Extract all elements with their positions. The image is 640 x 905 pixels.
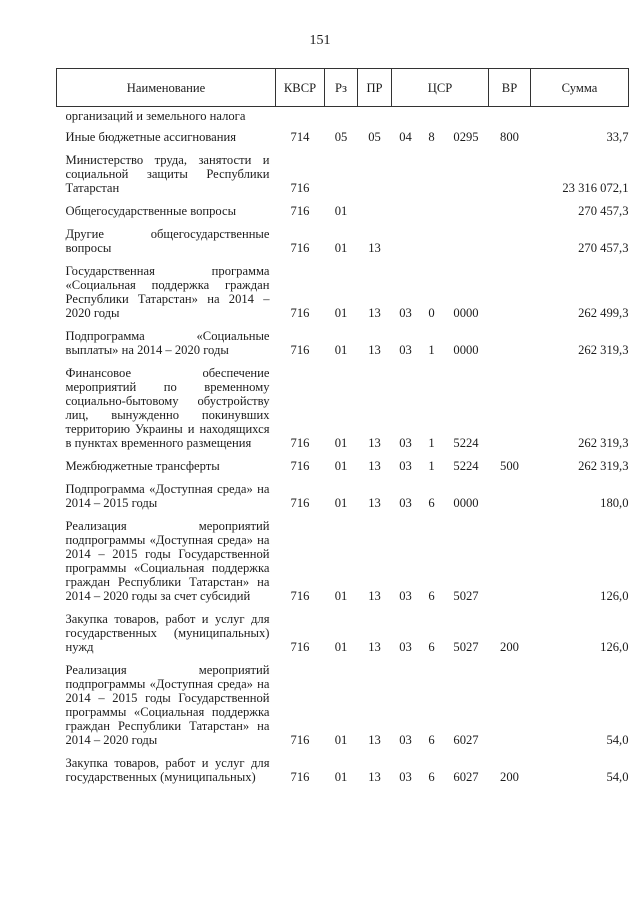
cell-sum: 262 499,3 [578, 306, 629, 320]
cell-kvsr: 716 [290, 306, 310, 320]
cell-csr-code: 0000 [453, 306, 479, 320]
cell-name: Иные бюджетные ассигнования [65, 130, 237, 144]
cell-name: Государственная программа «Социальная поддержка граждан Республики Татарстан» на 2014 – 2020 годы [65, 264, 270, 320]
header-name: Наименование [57, 69, 276, 107]
cell-sum: 126,0 [600, 640, 629, 654]
table-row [57, 515, 629, 608]
cell-rz: 01 [334, 459, 348, 473]
cell-csr-subprogram: 1 [428, 459, 435, 473]
cell-vr: 500 [500, 459, 519, 473]
table-row [57, 362, 629, 455]
cell-name: Закупка товаров, работ и услуг для государственных (муниципальных) [65, 756, 270, 784]
cell-csr-subprogram: 8 [428, 130, 435, 144]
table-row [57, 659, 629, 752]
cell-rz: 01 [334, 306, 348, 320]
cell-rz: 01 [334, 770, 348, 784]
cell-pr: 13 [368, 306, 381, 320]
cell-csr-subprogram [420, 200, 444, 223]
cell-vr: 800 [500, 130, 519, 144]
cell-csr-program [392, 149, 420, 200]
cell-rz: 05 [334, 130, 348, 144]
budget-table [56, 68, 629, 789]
cell-csr-code [444, 200, 489, 223]
cell-csr-subprogram [420, 149, 444, 200]
cell-kvsr: 714 [290, 130, 310, 144]
page-number: 151 [309, 33, 331, 48]
header-pr: ПР [358, 69, 392, 107]
cell-name: Реализация мероприятий подпрограммы «Доступная среда» на 2014 – 2015 годы Государственной программы «Социальная поддержка граждан Республики Татарстан» на 2014 – 2020 годы [65, 663, 270, 747]
cell-rz: 01 [334, 436, 348, 450]
cell-vr [489, 515, 531, 608]
cell-kvsr: 716 [290, 343, 310, 357]
cell-vr [489, 107, 531, 127]
cell-sum: 262 319,3 [578, 436, 629, 450]
cell-pr: 13 [368, 770, 381, 784]
cell-rz: 01 [334, 640, 348, 654]
table-row [57, 107, 629, 127]
header-kvsr: КВСР [276, 69, 325, 107]
cell-vr: 200 [500, 640, 519, 654]
cell-rz: 01 [334, 733, 348, 747]
cell-name: Подпрограмма «Доступная среда» на 2014 – 2015 годы [65, 482, 270, 510]
cell-sum: 33,7 [606, 130, 629, 144]
cell-csr-program [392, 107, 420, 127]
table-row [57, 126, 629, 149]
cell-csr-code: 0000 [453, 343, 479, 357]
cell-vr [489, 325, 531, 362]
cell-kvsr: 716 [290, 204, 310, 218]
cell-csr-code: 0295 [453, 130, 479, 144]
cell-vr [489, 149, 531, 200]
cell-vr [489, 362, 531, 455]
cell-kvsr: 716 [290, 640, 310, 654]
cell-pr: 13 [368, 436, 381, 450]
cell-name: Реализация мероприятий подпрограммы «Доступная среда» на 2014 – 2015 годы Государственной программы «Социальная поддержка граждан Республики Татарстан» на 2014 – 2020 годы за счет субсидий [65, 519, 270, 603]
cell-csr-code: 6027 [453, 770, 479, 784]
cell-csr-subprogram: 0 [428, 306, 435, 320]
cell-pr: 13 [368, 589, 381, 603]
cell-pr [358, 200, 392, 223]
cell-csr-program: 03 [399, 640, 412, 654]
cell-rz: 01 [334, 343, 348, 357]
cell-csr-program: 03 [399, 589, 412, 603]
table-row [57, 752, 629, 789]
table-row [57, 455, 629, 478]
table-row [57, 149, 629, 200]
cell-sum: 54,0 [606, 733, 629, 747]
cell-pr: 13 [368, 459, 381, 473]
cell-kvsr [276, 107, 325, 127]
cell-name: Межбюджетные трансферты [65, 459, 220, 473]
cell-pr: 13 [368, 343, 381, 357]
cell-csr-program [392, 223, 420, 260]
cell-csr-program: 03 [399, 343, 412, 357]
cell-sum: 262 319,3 [578, 343, 629, 357]
cell-kvsr: 716 [290, 770, 310, 784]
cell-csr-program: 03 [399, 306, 412, 320]
cell-csr-subprogram: 6 [428, 640, 435, 654]
header-csr: ЦСР [392, 69, 489, 107]
cell-csr-subprogram: 6 [428, 589, 435, 603]
cell-name: Финансовое обеспечение мероприятий по временному социально-бытовому обустройству лиц, вынужденно покинувших территорию Украины и находящихся в пунктах временного размещения [65, 366, 270, 450]
cell-kvsr: 716 [290, 241, 310, 255]
cell-name: Другие общегосударственные вопросы [65, 227, 270, 255]
cell-vr [489, 659, 531, 752]
cell-csr-program: 03 [399, 459, 412, 473]
header-rz: Рз [325, 69, 358, 107]
cell-csr-code: 5027 [453, 640, 479, 654]
cell-csr-code: 5224 [453, 459, 479, 473]
cell-rz [325, 107, 358, 127]
cell-kvsr: 716 [290, 181, 310, 195]
cell-csr-subprogram: 1 [428, 436, 435, 450]
cell-vr: 200 [500, 770, 519, 784]
cell-pr [358, 149, 392, 200]
cell-csr-subprogram: 1 [428, 343, 435, 357]
cell-sum: 262 319,3 [578, 459, 629, 473]
cell-vr [489, 478, 531, 515]
cell-name: Министерство труда, занятости и социальной защиты Республики Татарстан [65, 153, 270, 195]
cell-vr [489, 260, 531, 325]
cell-csr-program: 03 [399, 733, 412, 747]
cell-name: Подпрограмма «Социальные выплаты» на 2014 – 2020 годы [65, 329, 270, 357]
table-row [57, 200, 629, 223]
cell-csr-subprogram [420, 107, 444, 127]
table-row [57, 260, 629, 325]
cell-name: организаций и земельного налога [65, 109, 246, 123]
cell-csr-program [392, 200, 420, 223]
table-row [57, 478, 629, 515]
table-row [57, 608, 629, 659]
cell-csr-subprogram [420, 223, 444, 260]
cell-rz: 01 [334, 204, 348, 218]
cell-pr: 13 [368, 241, 381, 255]
cell-rz: 01 [334, 589, 348, 603]
cell-sum: 270 457,3 [578, 241, 629, 255]
cell-csr-program: 03 [399, 770, 412, 784]
cell-csr-code: 6027 [453, 733, 479, 747]
header-vr: ВР [489, 69, 531, 107]
cell-sum: 126,0 [600, 589, 629, 603]
cell-kvsr: 716 [290, 589, 310, 603]
cell-name: Общегосударственные вопросы [65, 204, 237, 218]
cell-csr-code [444, 149, 489, 200]
cell-csr-program: 04 [399, 130, 412, 144]
cell-vr [489, 200, 531, 223]
cell-pr: 05 [368, 130, 381, 144]
cell-csr-code [444, 107, 489, 127]
cell-vr [489, 223, 531, 260]
cell-rz: 01 [334, 241, 348, 255]
table-body [57, 107, 629, 790]
cell-sum: 180,0 [600, 496, 629, 510]
cell-name: Закупка товаров, работ и услуг для государственных (муниципальных) нужд [65, 612, 270, 654]
table-row [57, 223, 629, 260]
cell-kvsr: 716 [290, 733, 310, 747]
cell-pr [358, 107, 392, 127]
cell-csr-code: 5027 [453, 589, 479, 603]
cell-kvsr: 716 [290, 436, 310, 450]
cell-csr-subprogram: 6 [428, 733, 435, 747]
cell-pr: 13 [368, 733, 381, 747]
header-sum: Сумма [531, 69, 629, 107]
table-row [57, 325, 629, 362]
table-header [57, 69, 629, 107]
cell-csr-code: 5224 [453, 436, 479, 450]
cell-kvsr: 716 [290, 459, 310, 473]
cell-rz: 01 [334, 496, 348, 510]
cell-pr: 13 [368, 640, 381, 654]
cell-sum: 270 457,3 [578, 204, 629, 218]
cell-kvsr: 716 [290, 496, 310, 510]
cell-sum: 54,0 [606, 770, 629, 784]
cell-csr-code: 0000 [453, 496, 479, 510]
cell-csr-subprogram: 6 [428, 496, 435, 510]
cell-sum [531, 107, 629, 127]
cell-sum: 23 316 072,1 [562, 181, 629, 195]
cell-csr-program: 03 [399, 496, 412, 510]
cell-rz [325, 149, 358, 200]
cell-csr-subprogram: 6 [428, 770, 435, 784]
cell-csr-program: 03 [399, 436, 412, 450]
cell-pr: 13 [368, 496, 381, 510]
cell-csr-code [444, 223, 489, 260]
